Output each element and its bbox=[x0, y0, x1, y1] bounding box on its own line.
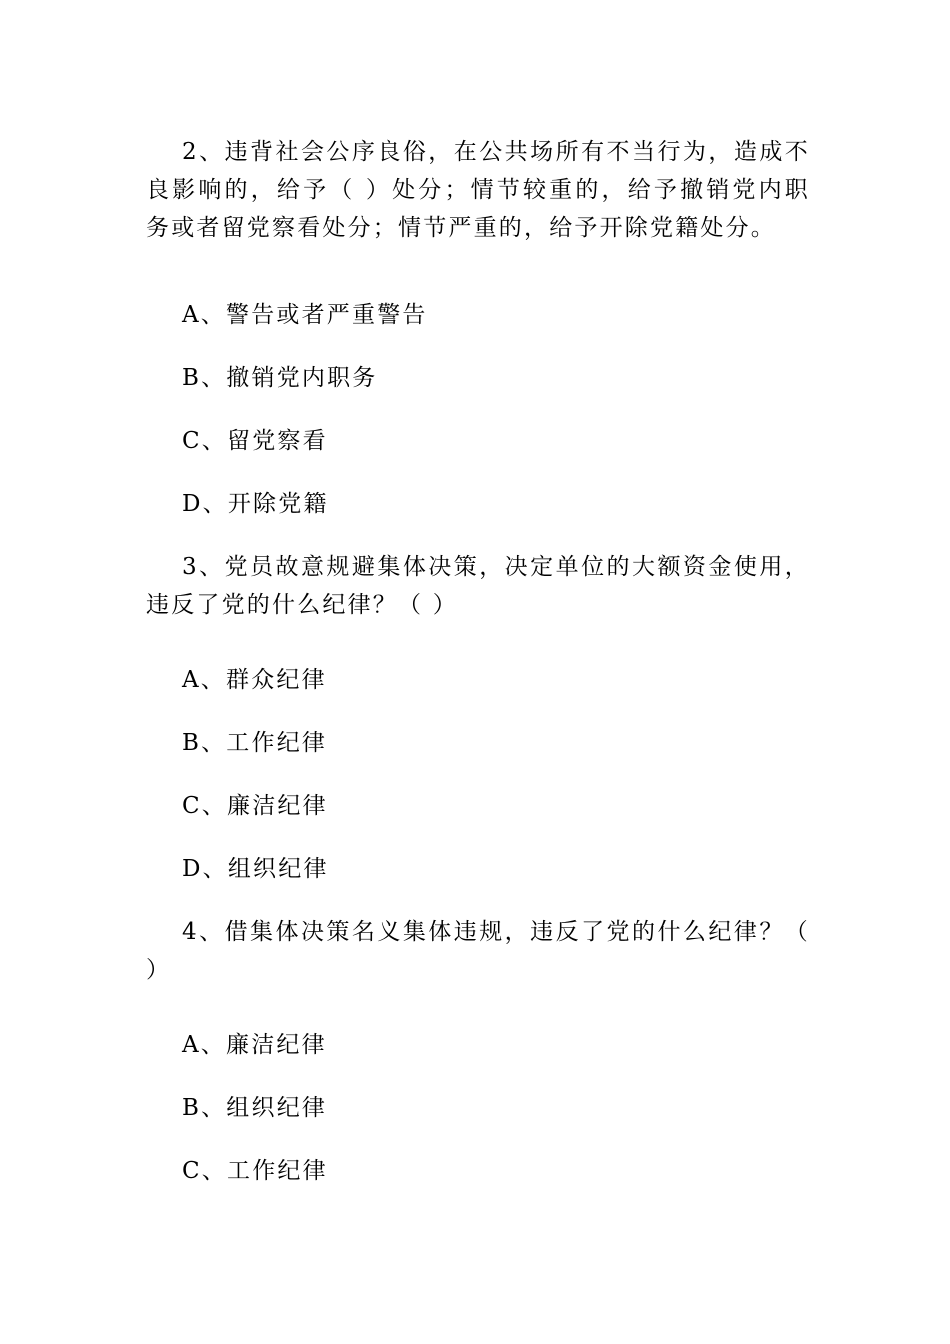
question-3-option-c: C、廉洁纪律 bbox=[182, 793, 328, 819]
question-4-option-a: A、廉洁纪律 bbox=[182, 1032, 327, 1058]
question-3-option-b: B、工作纪律 bbox=[182, 730, 328, 756]
question-2-option-d: D、开除党籍 bbox=[182, 491, 329, 517]
question-2-option-b: B、撤销党内职务 bbox=[182, 365, 378, 391]
question-3-option-d: D、组织纪律 bbox=[182, 856, 329, 882]
question-2-text: 2、违背社会公序良俗，在公共场所有不当行为，造成不良影响的，给予（ ）处分；情节较重的，给予撤销党内职务或者留党察看处分；情节严重的，给予开除党籍处分。 bbox=[146, 139, 810, 241]
question-4-option-b: B、组织纪律 bbox=[182, 1095, 328, 1121]
question-2-option-c: C、留党察看 bbox=[182, 428, 328, 454]
question-3-text: 3、党员故意规避集体决策，决定单位的大额资金使用，违反了党的什么纪律？（ ） bbox=[146, 554, 810, 618]
question-4-text: 4、借集体决策名义集体违规，违反了党的什么纪律？（ ） bbox=[146, 919, 810, 983]
question-2-option-a: A、警告或者严重警告 bbox=[182, 302, 428, 328]
question-3-option-a: A、群众纪律 bbox=[182, 667, 327, 693]
question-4-option-c: C、工作纪律 bbox=[182, 1158, 328, 1184]
